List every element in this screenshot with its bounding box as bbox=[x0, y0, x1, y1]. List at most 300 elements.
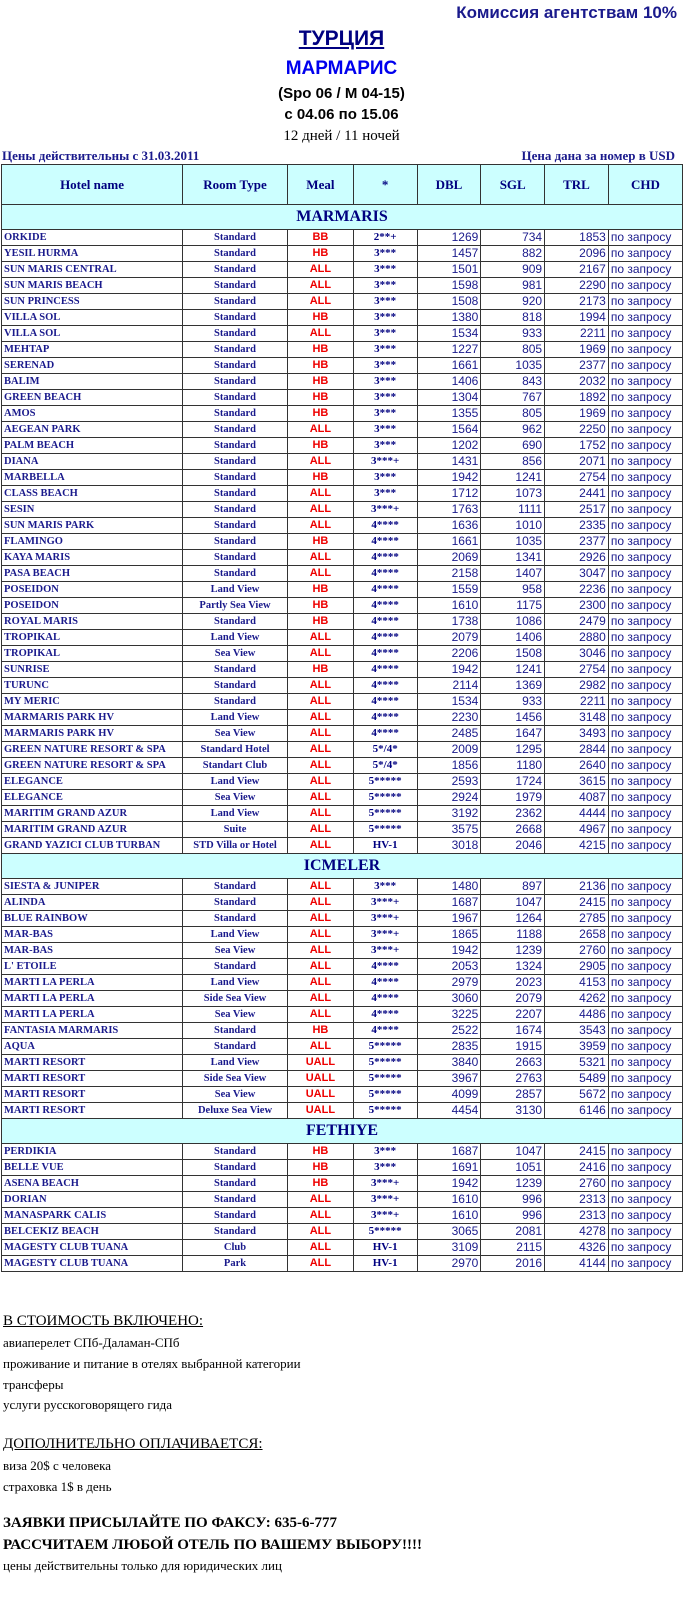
room-type-cell: Standard bbox=[183, 1144, 288, 1160]
chd-price-cell: по запросу bbox=[608, 1256, 682, 1272]
extra-item: виза 20$ с человека bbox=[3, 1458, 112, 1473]
chd-price-cell: по запросу bbox=[608, 230, 682, 246]
stars-cell: 5*/4* bbox=[353, 758, 417, 774]
room-type-cell: Standard bbox=[183, 1224, 288, 1240]
sgl-price-cell: 897 bbox=[481, 879, 545, 895]
trl-price-cell: 5321 bbox=[545, 1055, 609, 1071]
chd-price-cell: по запросу bbox=[608, 879, 682, 895]
trl-price-cell: 2211 bbox=[545, 326, 609, 342]
legal-note: цены действительны только для юридических лиц bbox=[3, 1558, 282, 1573]
dbl-price-cell: 1227 bbox=[417, 342, 481, 358]
table-row bbox=[2, 790, 683, 806]
col-hotel-name: Hotel name bbox=[2, 165, 183, 205]
table-row bbox=[2, 758, 683, 774]
meal-cell: HB bbox=[287, 1160, 353, 1176]
trl-price-cell: 5489 bbox=[545, 1071, 609, 1087]
stars-cell: 3***+ bbox=[353, 927, 417, 943]
meal-cell: ALL bbox=[287, 678, 353, 694]
meal-cell: HB bbox=[287, 342, 353, 358]
chd-price-cell: по запросу bbox=[608, 838, 682, 854]
room-type-cell: Standard bbox=[183, 470, 288, 486]
room-type-cell: Sea View bbox=[183, 726, 288, 742]
trl-price-cell: 2760 bbox=[545, 1176, 609, 1192]
table-row bbox=[2, 262, 683, 278]
hotel-name-cell: MARBELLA bbox=[2, 470, 183, 486]
hotel-name-cell: ELEGANCE bbox=[2, 774, 183, 790]
hotel-name-cell: MARITIM GRAND AZUR bbox=[2, 806, 183, 822]
chd-price-cell: по запросу bbox=[608, 374, 682, 390]
trl-price-cell: 2032 bbox=[545, 374, 609, 390]
meal-cell: ALL bbox=[287, 774, 353, 790]
chd-price-cell: по запросу bbox=[608, 678, 682, 694]
stars-cell: 3*** bbox=[353, 422, 417, 438]
sgl-price-cell: 1180 bbox=[481, 758, 545, 774]
stars-cell: 3*** bbox=[353, 310, 417, 326]
sgl-price-cell: 1264 bbox=[481, 911, 545, 927]
room-type-cell: Standard bbox=[183, 454, 288, 470]
table-row bbox=[2, 246, 683, 262]
chd-price-cell: по запросу bbox=[608, 326, 682, 342]
stars-cell: 3***+ bbox=[353, 895, 417, 911]
table-row bbox=[2, 1144, 683, 1160]
table-row bbox=[2, 438, 683, 454]
stars-cell: 4**** bbox=[353, 598, 417, 614]
trl-price-cell: 2415 bbox=[545, 895, 609, 911]
meal-cell: ALL bbox=[287, 278, 353, 294]
room-type-cell: Standard bbox=[183, 662, 288, 678]
stars-cell: 3*** bbox=[353, 358, 417, 374]
stars-cell: 5***** bbox=[353, 1087, 417, 1103]
meal-cell: HB bbox=[287, 390, 353, 406]
section-title: FETHIYE bbox=[2, 1119, 683, 1144]
table-row bbox=[2, 911, 683, 927]
meal-cell: ALL bbox=[287, 1039, 353, 1055]
hotel-name-cell: GREEN BEACH bbox=[2, 390, 183, 406]
dbl-price-cell: 2593 bbox=[417, 774, 481, 790]
dbl-price-cell: 2979 bbox=[417, 975, 481, 991]
sgl-price-cell: 1295 bbox=[481, 742, 545, 758]
meal-cell: HB bbox=[287, 1023, 353, 1039]
dbl-price-cell: 1598 bbox=[417, 278, 481, 294]
chd-price-cell: по запросу bbox=[608, 1224, 682, 1240]
meal-cell: ALL bbox=[287, 1256, 353, 1272]
trl-price-cell: 2754 bbox=[545, 662, 609, 678]
sgl-price-cell: 734 bbox=[481, 230, 545, 246]
trl-price-cell: 2844 bbox=[545, 742, 609, 758]
dbl-price-cell: 1942 bbox=[417, 1176, 481, 1192]
meal-cell: ALL bbox=[287, 879, 353, 895]
stars-cell: 3*** bbox=[353, 278, 417, 294]
room-type-cell: Club bbox=[183, 1240, 288, 1256]
chd-price-cell: по запросу bbox=[608, 502, 682, 518]
meal-cell: HB bbox=[287, 438, 353, 454]
meal-cell: ALL bbox=[287, 1192, 353, 1208]
hotel-name-cell: BALIM bbox=[2, 374, 183, 390]
section-title: ICMELER bbox=[2, 854, 683, 879]
meal-cell: ALL bbox=[287, 518, 353, 534]
meal-cell: ALL bbox=[287, 566, 353, 582]
room-type-cell: Standard bbox=[183, 262, 288, 278]
sgl-price-cell: 2115 bbox=[481, 1240, 545, 1256]
meal-cell: ALL bbox=[287, 911, 353, 927]
trl-price-cell: 3493 bbox=[545, 726, 609, 742]
stars-cell: 5***** bbox=[353, 1224, 417, 1240]
room-type-cell: Standard bbox=[183, 390, 288, 406]
hotel-name-cell: BLUE RAINBOW bbox=[2, 911, 183, 927]
table-header-row bbox=[2, 165, 683, 205]
trl-price-cell: 2982 bbox=[545, 678, 609, 694]
hotel-name-cell: MARTI LA PERLA bbox=[2, 1007, 183, 1023]
chd-price-cell: по запросу bbox=[608, 422, 682, 438]
dbl-price-cell: 3060 bbox=[417, 991, 481, 1007]
hotel-name-cell: SUN MARIS BEACH bbox=[2, 278, 183, 294]
chd-price-cell: по запросу bbox=[608, 342, 682, 358]
table-row bbox=[2, 1208, 683, 1224]
hotel-name-cell: MARTI LA PERLA bbox=[2, 991, 183, 1007]
stars-cell: 3***+ bbox=[353, 1208, 417, 1224]
dbl-price-cell: 1431 bbox=[417, 454, 481, 470]
room-type-cell: Partly Sea View bbox=[183, 598, 288, 614]
trl-price-cell: 2479 bbox=[545, 614, 609, 630]
room-type-cell: Standard bbox=[183, 614, 288, 630]
chd-price-cell: по запросу bbox=[608, 614, 682, 630]
sgl-price-cell: 1241 bbox=[481, 470, 545, 486]
sgl-price-cell: 1674 bbox=[481, 1023, 545, 1039]
room-type-cell: Standard bbox=[183, 566, 288, 582]
dbl-price-cell: 3967 bbox=[417, 1071, 481, 1087]
room-type-cell: Standard bbox=[183, 422, 288, 438]
stars-cell: 4**** bbox=[353, 975, 417, 991]
meal-cell: HB bbox=[287, 406, 353, 422]
hotel-name-cell: MARTI RESORT bbox=[2, 1087, 183, 1103]
trl-price-cell: 1994 bbox=[545, 310, 609, 326]
hotel-name-cell: L' ETOILE bbox=[2, 959, 183, 975]
sgl-price-cell: 1324 bbox=[481, 959, 545, 975]
dbl-price-cell: 1661 bbox=[417, 534, 481, 550]
meal-cell: HB bbox=[287, 1176, 353, 1192]
stars-cell: 4**** bbox=[353, 534, 417, 550]
dbl-price-cell: 2522 bbox=[417, 1023, 481, 1039]
table-row bbox=[2, 278, 683, 294]
chd-price-cell: по запросу bbox=[608, 1208, 682, 1224]
dbl-price-cell: 1380 bbox=[417, 310, 481, 326]
hotel-name-cell: DORIAN bbox=[2, 1192, 183, 1208]
hotel-name-cell: MAR-BAS bbox=[2, 943, 183, 959]
trl-price-cell: 2880 bbox=[545, 630, 609, 646]
dbl-price-cell: 3192 bbox=[417, 806, 481, 822]
chd-price-cell: по запросу bbox=[608, 806, 682, 822]
sgl-price-cell: 1915 bbox=[481, 1039, 545, 1055]
chd-price-cell: по запросу bbox=[608, 822, 682, 838]
chd-price-cell: по запросу bbox=[608, 1007, 682, 1023]
meal-cell: ALL bbox=[287, 550, 353, 566]
room-type-cell: Standard bbox=[183, 534, 288, 550]
meal-cell: ALL bbox=[287, 262, 353, 278]
table-row bbox=[2, 774, 683, 790]
room-type-cell: Standard bbox=[183, 879, 288, 895]
stars-cell: 5*/4* bbox=[353, 742, 417, 758]
table-row bbox=[2, 598, 683, 614]
city-title: МАРМАРИС bbox=[285, 58, 398, 79]
table-row bbox=[2, 1160, 683, 1176]
sgl-price-cell: 2668 bbox=[481, 822, 545, 838]
dbl-price-cell: 2970 bbox=[417, 1256, 481, 1272]
hotel-name-cell: SESIN bbox=[2, 502, 183, 518]
trl-price-cell: 2173 bbox=[545, 294, 609, 310]
room-type-cell: Standard bbox=[183, 1208, 288, 1224]
sgl-price-cell: 805 bbox=[481, 342, 545, 358]
room-type-cell: Sea View bbox=[183, 646, 288, 662]
trl-price-cell: 2754 bbox=[545, 470, 609, 486]
hotel-name-cell: GREEN NATURE RESORT & SPA bbox=[2, 742, 183, 758]
chd-price-cell: по запросу bbox=[608, 895, 682, 911]
stars-cell: 4**** bbox=[353, 614, 417, 630]
sgl-price-cell: 1239 bbox=[481, 1176, 545, 1192]
hotel-name-cell: ELEGANCE bbox=[2, 790, 183, 806]
chd-price-cell: по запросу bbox=[608, 694, 682, 710]
stars-cell: 3***+ bbox=[353, 454, 417, 470]
dbl-price-cell: 1967 bbox=[417, 911, 481, 927]
dbl-price-cell: 1738 bbox=[417, 614, 481, 630]
chd-price-cell: по запросу bbox=[608, 1055, 682, 1071]
trl-price-cell: 2136 bbox=[545, 879, 609, 895]
trl-price-cell: 3148 bbox=[545, 710, 609, 726]
hotel-name-cell: PERDIKIA bbox=[2, 1144, 183, 1160]
stars-cell: 3*** bbox=[353, 438, 417, 454]
meal-cell: HB bbox=[287, 470, 353, 486]
chd-price-cell: по запросу bbox=[608, 566, 682, 582]
trl-price-cell: 1969 bbox=[545, 406, 609, 422]
table-row bbox=[2, 406, 683, 422]
hotel-name-cell: SIESTA & JUNIPER bbox=[2, 879, 183, 895]
date-range: с 04.06 по 15.06 bbox=[284, 106, 399, 123]
hotel-name-cell: MEHTAP bbox=[2, 342, 183, 358]
chd-price-cell: по запросу bbox=[608, 943, 682, 959]
hotel-name-cell: SUN MARIS PARK bbox=[2, 518, 183, 534]
meal-cell: ALL bbox=[287, 646, 353, 662]
dbl-price-cell: 1457 bbox=[417, 246, 481, 262]
stars-cell: 4**** bbox=[353, 646, 417, 662]
room-type-cell: Standard bbox=[183, 246, 288, 262]
stars-cell: 3*** bbox=[353, 470, 417, 486]
sgl-price-cell: 3130 bbox=[481, 1103, 545, 1119]
trl-price-cell: 2313 bbox=[545, 1208, 609, 1224]
dbl-price-cell: 1687 bbox=[417, 1144, 481, 1160]
sgl-price-cell: 1047 bbox=[481, 895, 545, 911]
chd-price-cell: по запросу bbox=[608, 726, 682, 742]
meal-cell: ALL bbox=[287, 790, 353, 806]
chd-price-cell: по запросу bbox=[608, 1039, 682, 1055]
section-row bbox=[2, 854, 683, 879]
table-row bbox=[2, 1039, 683, 1055]
trl-price-cell: 4144 bbox=[545, 1256, 609, 1272]
hotel-name-cell: MARMARIS PARK HV bbox=[2, 710, 183, 726]
table-row bbox=[2, 1071, 683, 1087]
dbl-price-cell: 1559 bbox=[417, 582, 481, 598]
stars-cell: 5***** bbox=[353, 1055, 417, 1071]
sgl-price-cell: 1111 bbox=[481, 502, 545, 518]
stars-cell: 5***** bbox=[353, 1039, 417, 1055]
room-type-cell: Standard bbox=[183, 406, 288, 422]
hotel-name-cell: PASA BEACH bbox=[2, 566, 183, 582]
stars-cell: 3*** bbox=[353, 342, 417, 358]
meal-cell: ALL bbox=[287, 1007, 353, 1023]
dbl-price-cell: 1355 bbox=[417, 406, 481, 422]
room-type-cell: Land View bbox=[183, 630, 288, 646]
stars-cell: 3***+ bbox=[353, 1176, 417, 1192]
hotel-name-cell: BELLE VUE bbox=[2, 1160, 183, 1176]
trl-price-cell: 2377 bbox=[545, 358, 609, 374]
trl-price-cell: 2250 bbox=[545, 422, 609, 438]
table-row bbox=[2, 1192, 683, 1208]
hotel-name-cell: MAGESTY CLUB TUANA bbox=[2, 1256, 183, 1272]
table-row bbox=[2, 927, 683, 943]
sgl-price-cell: 1407 bbox=[481, 566, 545, 582]
dbl-price-cell: 3065 bbox=[417, 1224, 481, 1240]
dbl-price-cell: 3018 bbox=[417, 838, 481, 854]
dbl-price-cell: 1942 bbox=[417, 943, 481, 959]
dbl-price-cell: 4099 bbox=[417, 1087, 481, 1103]
chd-price-cell: по запросу bbox=[608, 1103, 682, 1119]
meal-cell: ALL bbox=[287, 975, 353, 991]
hotel-name-cell: ROYAL MARIS bbox=[2, 614, 183, 630]
hotel-name-cell: VILLA SOL bbox=[2, 310, 183, 326]
table-row bbox=[2, 470, 683, 486]
table-row bbox=[2, 1256, 683, 1272]
dbl-price-cell: 4454 bbox=[417, 1103, 481, 1119]
dbl-price-cell: 1564 bbox=[417, 422, 481, 438]
sgl-price-cell: 1239 bbox=[481, 943, 545, 959]
extra-item: страховка 1$ в день bbox=[3, 1479, 112, 1494]
table-row bbox=[2, 582, 683, 598]
chd-price-cell: по запросу bbox=[608, 406, 682, 422]
table-row bbox=[2, 310, 683, 326]
table-row bbox=[2, 614, 683, 630]
sgl-price-cell: 2023 bbox=[481, 975, 545, 991]
trl-price-cell: 2236 bbox=[545, 582, 609, 598]
dbl-price-cell: 2206 bbox=[417, 646, 481, 662]
stars-cell: 4**** bbox=[353, 694, 417, 710]
dbl-price-cell: 1856 bbox=[417, 758, 481, 774]
stars-cell: 4**** bbox=[353, 726, 417, 742]
meal-cell: UALL bbox=[287, 1103, 353, 1119]
room-type-cell: Standard bbox=[183, 310, 288, 326]
sgl-price-cell: 2207 bbox=[481, 1007, 545, 1023]
trl-price-cell: 2905 bbox=[545, 959, 609, 975]
chd-price-cell: по запросу bbox=[608, 1160, 682, 1176]
hotel-name-cell: GRAND YAZICI CLUB TURBAN bbox=[2, 838, 183, 854]
room-type-cell: Standard bbox=[183, 959, 288, 975]
chd-price-cell: по запросу bbox=[608, 518, 682, 534]
stars-cell: 3*** bbox=[353, 1160, 417, 1176]
room-type-cell: Standard bbox=[183, 895, 288, 911]
hotel-name-cell: MARTI RESORT bbox=[2, 1055, 183, 1071]
table-row bbox=[2, 959, 683, 975]
table-row bbox=[2, 646, 683, 662]
table-row bbox=[2, 1087, 683, 1103]
chd-price-cell: по запросу bbox=[608, 534, 682, 550]
meal-cell: ALL bbox=[287, 694, 353, 710]
hotel-name-cell: TROPIKAL bbox=[2, 646, 183, 662]
trl-price-cell: 2290 bbox=[545, 278, 609, 294]
dbl-price-cell: 1610 bbox=[417, 598, 481, 614]
table-row bbox=[2, 1007, 683, 1023]
trl-price-cell: 2760 bbox=[545, 943, 609, 959]
meal-cell: ALL bbox=[287, 630, 353, 646]
trl-price-cell: 2071 bbox=[545, 454, 609, 470]
dbl-price-cell: 1865 bbox=[417, 927, 481, 943]
table-row bbox=[2, 943, 683, 959]
hotel-name-cell: ALINDA bbox=[2, 895, 183, 911]
stars-cell: 4**** bbox=[353, 710, 417, 726]
meal-cell: ALL bbox=[287, 1208, 353, 1224]
sgl-price-cell: 1035 bbox=[481, 358, 545, 374]
meal-cell: ALL bbox=[287, 838, 353, 854]
hotel-name-cell: FLAMINGO bbox=[2, 534, 183, 550]
table-row bbox=[2, 1103, 683, 1119]
meal-cell: HB bbox=[287, 246, 353, 262]
chd-price-cell: по запросу bbox=[608, 598, 682, 614]
commission-note: Комиссия агентствам 10% bbox=[456, 3, 677, 22]
sgl-price-cell: 1010 bbox=[481, 518, 545, 534]
table-row bbox=[2, 566, 683, 582]
price-currency-note: Цена дана за номер в USD bbox=[521, 148, 675, 163]
chd-price-cell: по запросу bbox=[608, 774, 682, 790]
dbl-price-cell: 1661 bbox=[417, 358, 481, 374]
trl-price-cell: 6146 bbox=[545, 1103, 609, 1119]
table-row bbox=[2, 1176, 683, 1192]
dbl-price-cell: 2069 bbox=[417, 550, 481, 566]
meal-cell: ALL bbox=[287, 454, 353, 470]
hotel-name-cell: VILLA SOL bbox=[2, 326, 183, 342]
stars-cell: HV-1 bbox=[353, 1240, 417, 1256]
chd-price-cell: по запросу bbox=[608, 758, 682, 774]
meal-cell: ALL bbox=[287, 895, 353, 911]
meal-cell: ALL bbox=[287, 422, 353, 438]
chd-price-cell: по запросу bbox=[608, 790, 682, 806]
meal-cell: HB bbox=[287, 310, 353, 326]
stars-cell: 3***+ bbox=[353, 911, 417, 927]
dbl-price-cell: 1942 bbox=[417, 470, 481, 486]
sgl-price-cell: 996 bbox=[481, 1208, 545, 1224]
dbl-price-cell: 2114 bbox=[417, 678, 481, 694]
stars-cell: 5***** bbox=[353, 806, 417, 822]
hotel-name-cell: TURUNC bbox=[2, 678, 183, 694]
page-title: ТУРЦИЯ bbox=[298, 27, 385, 50]
sgl-price-cell: 909 bbox=[481, 262, 545, 278]
sgl-price-cell: 1456 bbox=[481, 710, 545, 726]
sgl-price-cell: 882 bbox=[481, 246, 545, 262]
meal-cell: HB bbox=[287, 358, 353, 374]
room-type-cell: Land View bbox=[183, 806, 288, 822]
chd-price-cell: по запросу bbox=[608, 1144, 682, 1160]
table-row bbox=[2, 630, 683, 646]
included-item: проживание и питание в отелях выбранной категории bbox=[3, 1356, 301, 1371]
table-row bbox=[2, 342, 683, 358]
hotel-name-cell: DIANA bbox=[2, 454, 183, 470]
sgl-price-cell: 767 bbox=[481, 390, 545, 406]
table-row bbox=[2, 678, 683, 694]
stars-cell: 3***+ bbox=[353, 1192, 417, 1208]
trl-price-cell: 1853 bbox=[545, 230, 609, 246]
trl-price-cell: 3047 bbox=[545, 566, 609, 582]
dbl-price-cell: 3225 bbox=[417, 1007, 481, 1023]
stars-cell: 3*** bbox=[353, 879, 417, 895]
trl-price-cell: 2416 bbox=[545, 1160, 609, 1176]
hotel-name-cell: MARTI RESORT bbox=[2, 1071, 183, 1087]
room-type-cell: Standard bbox=[183, 278, 288, 294]
sgl-price-cell: 962 bbox=[481, 422, 545, 438]
